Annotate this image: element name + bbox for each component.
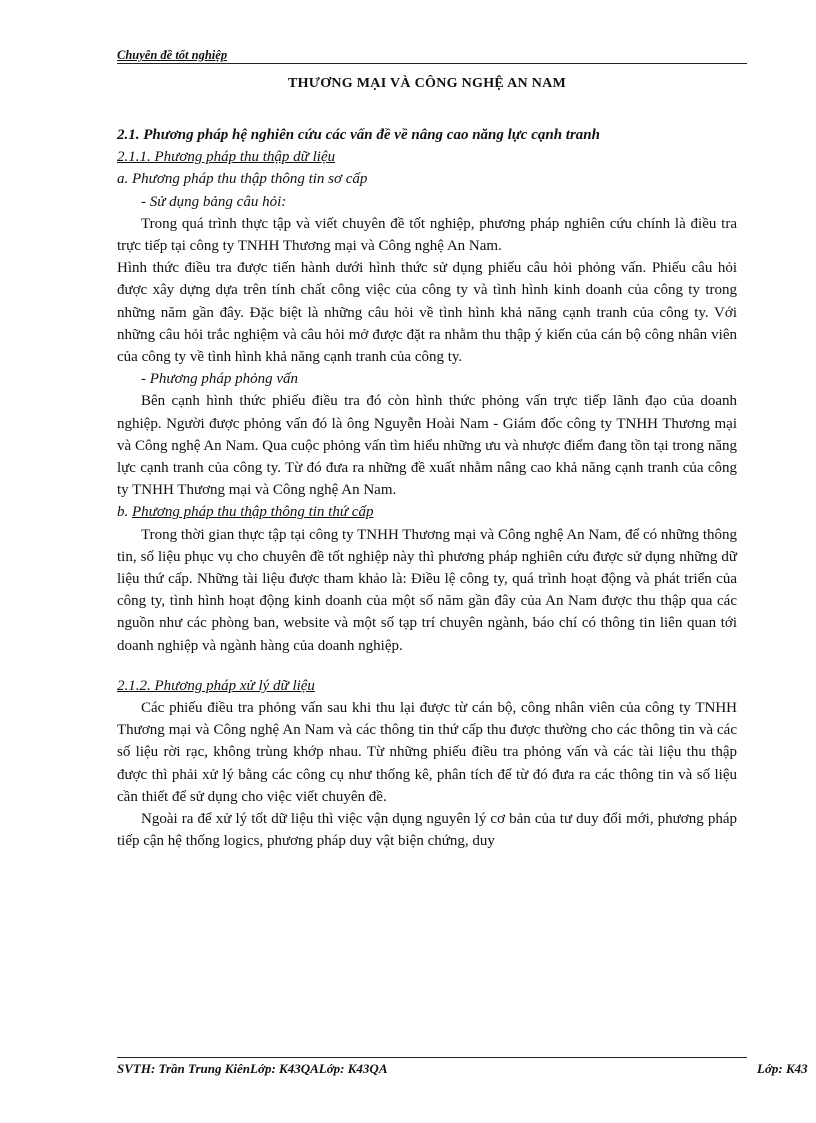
spacer	[117, 657, 737, 675]
bullet-questionnaire: - Sử dụng bảng câu hỏi:	[141, 193, 287, 210]
section-heading: 2.1. Phương pháp hệ nghiên cứu các vấn đề về nâng cao năng lực cạnh tranh	[117, 127, 600, 143]
bullet-interview: - Phương pháp phỏng vấn	[141, 371, 299, 388]
footer-divider	[117, 1057, 747, 1058]
subsection-heading-2-1-1: 2.1.1. Phương pháp thu thập dữ liệu	[117, 149, 336, 166]
paragraph-5: Các phiếu điều tra phỏng vấn sau khi thu lại được từ cán bộ, công nhân viên của công ty TNHH Thương mại và Công nghệ An Nam và các thông tin thứ cấp thu được thường cho các thông tin và các số liệu rời rạc, không trùng khớp nhau. Từ những phiếu điều tra phỏng vấn và các tài liệu thu thập được thì phải xử lý bằng các công cụ như thống kê, phân tích để từ đó đưa ra các thông tin và số liệu cần thiết để sử dụng cho việc viết chuyên đề.	[117, 700, 737, 805]
subsection-heading-b	[117, 501, 737, 523]
subsection-heading-2-1-2: 2.1.2. Phương pháp xử lý dữ liệu	[117, 677, 315, 694]
paragraph-4: Trong thời gian thực tập tại công ty TNHH Thương mại và Công nghệ An Nam, để có những thông tin, số liệu phục vụ cho chuyên đề tốt nghiệp này thì phương pháp nghiên cứu được sử dụng những dữ liệu thứ cấp. Những tài liệu được tham khảo là: Điều lệ công ty, quá trình hoạt động và phát triển của công ty, tình hình hoạt động kinh doanh của một số năm gần đây của An Nam được thu thập qua các nguồn như các phòng ban, website và một số tạp trí chuyên ngành, báo chí có thông tin liên quan tới doanh nghiệp và ngành hàng của doanh nghiệp.	[117, 526, 737, 654]
paragraph-1: Trong quá trình thực tập và viết chuyên đề tốt nghiệp, phương pháp nghiên cứu chính là điều tra trực tiếp tại công ty TNHH Thương mại và Công nghệ An Nam.	[117, 215, 737, 255]
subsection-heading-b-prefix: b.	[117, 504, 132, 521]
running-header	[117, 48, 747, 64]
page-title: THƯƠNG MẠI VÀ CÔNG NGHỆ AN NAM	[287, 76, 567, 91]
document-body	[117, 124, 737, 853]
paragraph-6: Ngoài ra để xử lý tốt dữ liệu thì việc vận dụng nguyên lý cơ bản của tư duy đổi mới, phương pháp tiếp cận hệ thống logics, phương pháp duy vật biện chứng, duy	[117, 811, 737, 850]
paragraph-2: Hình thức điều tra được tiến hành dưới hình thức sử dụng phiếu câu hỏi phỏng vấn. Phiếu câu hỏi được xây dựng dựa trên tính chất công việc của công ty và tình hình kinh doanh của công ty trong những năm gần đây. Đặc biệt là những câu hỏi về tình hình khả năng cạnh tranh của công ty. Với những câu hỏi trắc nghiệm và câu hỏi mở được đặt ra nhằm thu thập ý kiến của cán bộ công nhân viên của công ty về tình hình khả năng cạnh tranh của công ty.	[117, 260, 737, 366]
subsection-heading-b-text: Phương pháp thu thập thông tin thứ cấp	[132, 504, 374, 521]
footer-class-info: Lớp: K43	[757, 1061, 808, 1076]
paragraph-3: Bên cạnh hình thức phiếu điều tra đó còn hình thức phỏng vấn trực tiếp lãnh đạo của doanh nghiệp. Người được phỏng vấn đó là ông Nguyễn Hoài Nam - Giám đốc công ty TNHH Thương mại và Công nghệ An Nam. Qua cuộc phỏng vấn tìm hiểu những ưu và nhược điểm đang tồn tại trong năng lực cạnh tranh của công ty. Từ đó đưa ra những đề xuất nhằm nâng cao khả năng cạnh tranh của công ty TNHH Thương mại và Công nghệ An Nam.	[117, 393, 737, 499]
footer-student-info: SVTH: Trần Trung KiênLớp: K43QALớp: K43QA	[117, 1061, 388, 1076]
running-header-title: Chuyên đề tốt nghiệp	[117, 48, 228, 62]
subsection-heading-a: a. Phương pháp thu thập thông tin sơ cấp	[117, 171, 368, 188]
